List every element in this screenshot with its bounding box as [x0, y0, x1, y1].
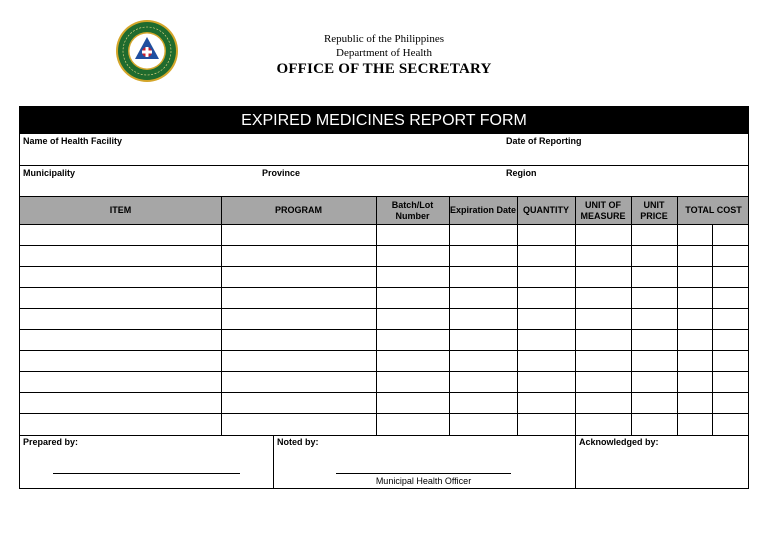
report-form: [19, 106, 749, 489]
province-label: Province: [262, 168, 301, 178]
facility-label: Name of Health Facility: [23, 136, 123, 146]
col-separator: [376, 197, 377, 435]
date-reporting-label: Date of Reporting: [506, 136, 582, 146]
col-header-unit-price: UNIT PRICE: [640, 199, 668, 221]
col-separator: [517, 197, 518, 435]
prepared-signature-line[interactable]: [53, 473, 240, 474]
noted-by-label: Noted by:: [277, 437, 319, 447]
table-row[interactable]: [20, 392, 748, 414]
col-separator: [677, 197, 678, 435]
noted-title: Municipal Health Officer: [375, 476, 472, 486]
table-row[interactable]: [20, 371, 748, 393]
col-header-unit-measure: UNIT OF MEASURE: [580, 199, 626, 221]
sig-separator: [575, 435, 576, 489]
table-row[interactable]: [20, 224, 748, 246]
form-title: EXPIRED MEDICINES REPORT FORM: [20, 107, 748, 134]
republic-line: Republic of the Philippines: [323, 33, 445, 45]
municipality-label: Municipality: [23, 168, 76, 178]
sig-separator: [273, 435, 274, 489]
col-separator: [575, 197, 576, 435]
table-row[interactable]: [20, 329, 748, 351]
acknowledged-by-label: Acknowledged by:: [579, 437, 659, 447]
col-separator: [221, 197, 222, 435]
doh-seal-logo: [115, 19, 179, 83]
office-title: OFFICE OF THE SECRETARY: [276, 61, 492, 77]
divider: [20, 165, 748, 166]
col-header-expiration: Expiration Date: [449, 205, 516, 215]
col-separator: [449, 197, 450, 435]
col-header-quantity: QUANTITY: [523, 205, 569, 215]
col-header-program: PROGRAM: [275, 205, 322, 215]
col-header-total-cost: TOTAL COST: [685, 205, 742, 215]
col-separator: [712, 224, 713, 435]
col-header-batch: Batch/Lot Number: [391, 199, 434, 221]
noted-signature-line[interactable]: [336, 473, 511, 474]
col-header-item: ITEM: [109, 205, 132, 215]
region-label: Region: [506, 168, 537, 178]
table-row[interactable]: [20, 287, 748, 309]
col-separator: [631, 197, 632, 435]
prepared-by-label: Prepared by:: [23, 437, 79, 447]
table-row[interactable]: [20, 308, 748, 330]
table-row[interactable]: [20, 266, 748, 288]
table-row[interactable]: [20, 350, 748, 372]
department-line: Department of Health: [336, 47, 432, 59]
table-row[interactable]: [20, 245, 748, 267]
table-row[interactable]: [20, 413, 748, 436]
